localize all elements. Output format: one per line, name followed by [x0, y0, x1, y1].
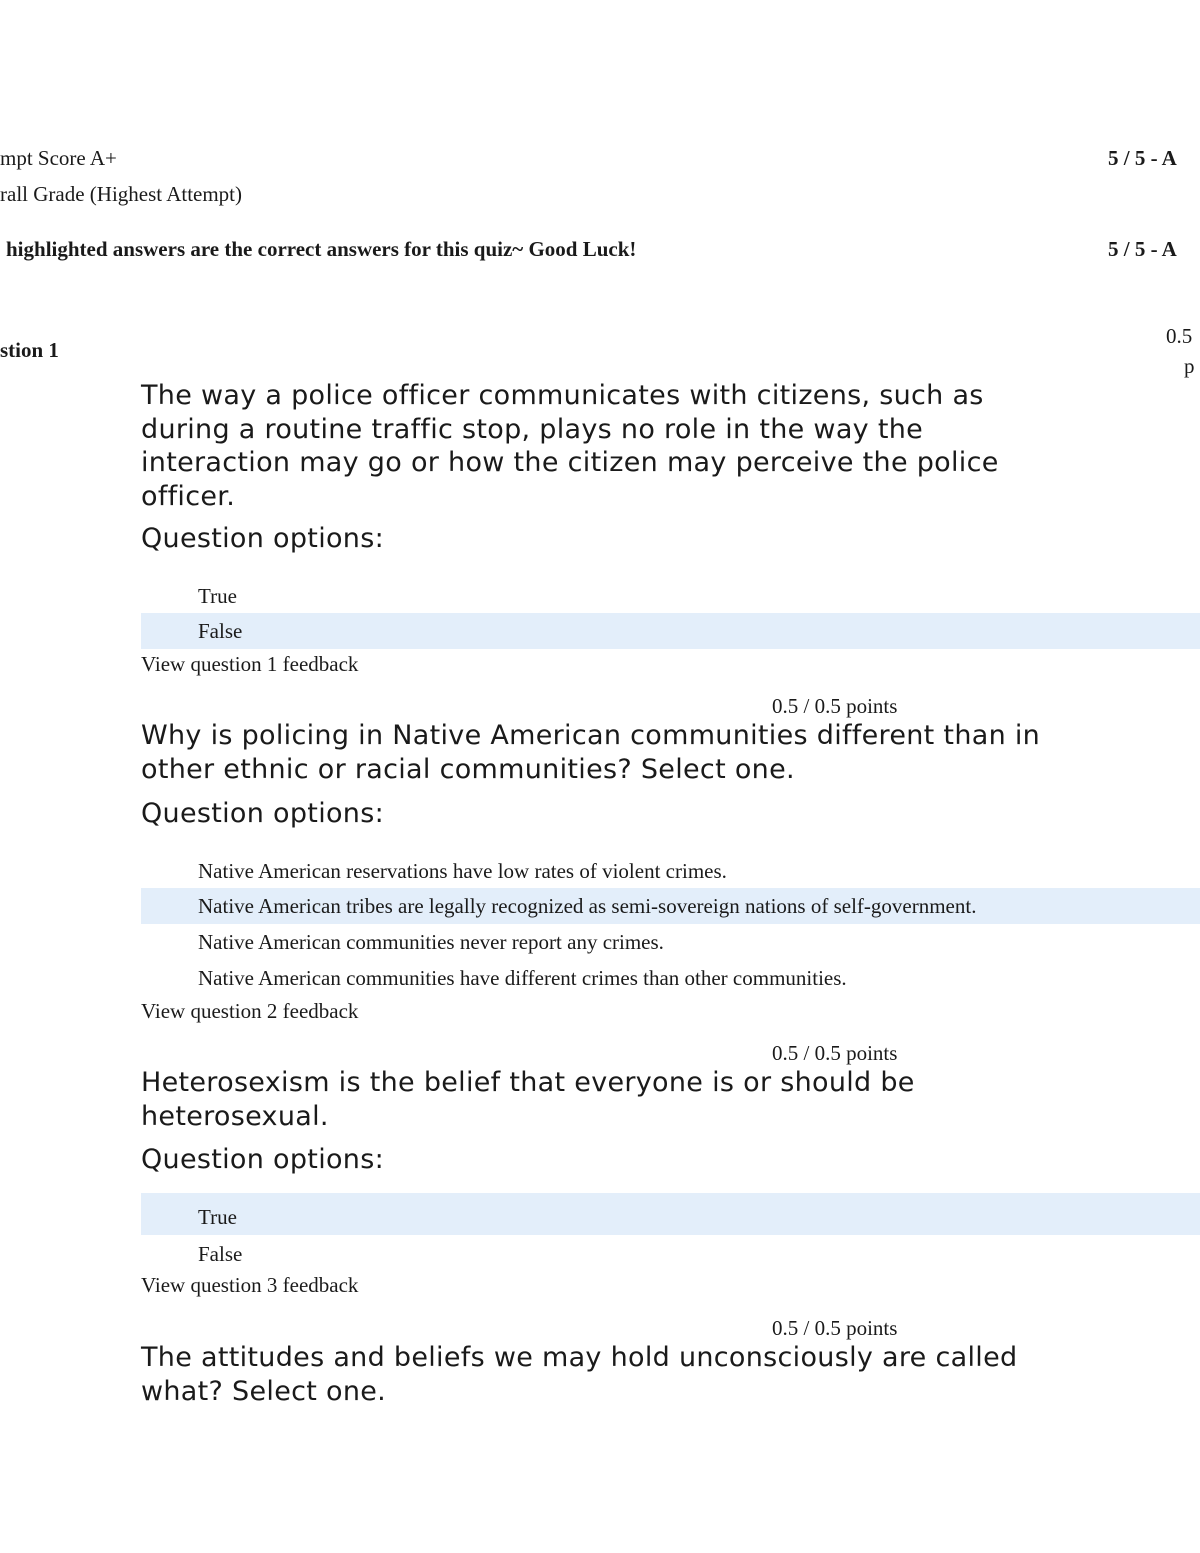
question-2-option[interactable] — [141, 924, 1200, 960]
attempt-score-label: mpt Score A+ — [0, 146, 117, 170]
question-4-text: The attitudes and beliefs we may hold unconsciously are called what? Select one. — [141, 1342, 1018, 1407]
quiz-note: highlighted answers are the correct answers for this quiz~ Good Luck! — [6, 237, 637, 261]
question-3-option[interactable] — [141, 1236, 1200, 1272]
question-1-option[interactable] — [141, 578, 1200, 614]
question-1-option-correct[interactable] — [141, 613, 1200, 649]
question-3-options-label: Question options: — [141, 1144, 384, 1175]
question-3-feedback-link[interactable]: View question 3 feedback — [141, 1273, 359, 1297]
question-2-option[interactable] — [141, 960, 1200, 996]
question-3-points: 0.5 / 0.5 points — [772, 1041, 898, 1065]
question-1-heading: stion 1 — [0, 338, 59, 362]
option-label: Native American communities have different crimes than other communities. — [198, 966, 847, 990]
question-1-points-line2: p — [1184, 354, 1195, 378]
note-score-value: 5 / 5 - A — [1108, 237, 1177, 261]
option-label: True — [198, 1205, 237, 1229]
option-label: Native American communities never report any crimes. — [198, 930, 664, 954]
attempt-score-value: 5 / 5 - A — [1108, 146, 1177, 170]
question-2-text: Why is policing in Native American communities different than in other ethnic or racial communities? Select one. — [141, 720, 1041, 785]
question-1-text: The way a police officer communicates with citizens, such as during a routine traffic stop, plays no role in the way the interaction may go or how the citizen may perceive the police officer. — [141, 380, 999, 512]
option-label: False — [198, 1242, 243, 1266]
question-2-option-correct[interactable] — [141, 888, 1200, 924]
question-3-text: Heterosexism is the belief that everyone is or should be heterosexual. — [141, 1067, 915, 1132]
question-3-option-correct[interactable] — [141, 1193, 1200, 1235]
option-label: True — [198, 584, 237, 608]
question-1-options-label: Question options: — [141, 523, 384, 554]
option-label: False — [198, 619, 243, 643]
question-1-points-line1: 0.5 — [1166, 324, 1193, 348]
question-2-feedback-link[interactable]: View question 2 feedback — [141, 999, 359, 1023]
question-2-points: 0.5 / 0.5 points — [772, 694, 898, 718]
question-2-options-label: Question options: — [141, 798, 384, 829]
option-label: Native American reservations have low rates of violent crimes. — [198, 859, 727, 883]
question-2-option[interactable] — [141, 853, 1200, 889]
overall-grade-label: rall Grade (Highest Attempt) — [0, 182, 243, 206]
question-1-feedback-link[interactable]: View question 1 feedback — [141, 652, 359, 676]
option-label: Native American tribes are legally recognized as semi-sovereign nations of self-government. — [198, 894, 977, 918]
question-4-points: 0.5 / 0.5 points — [772, 1316, 898, 1340]
